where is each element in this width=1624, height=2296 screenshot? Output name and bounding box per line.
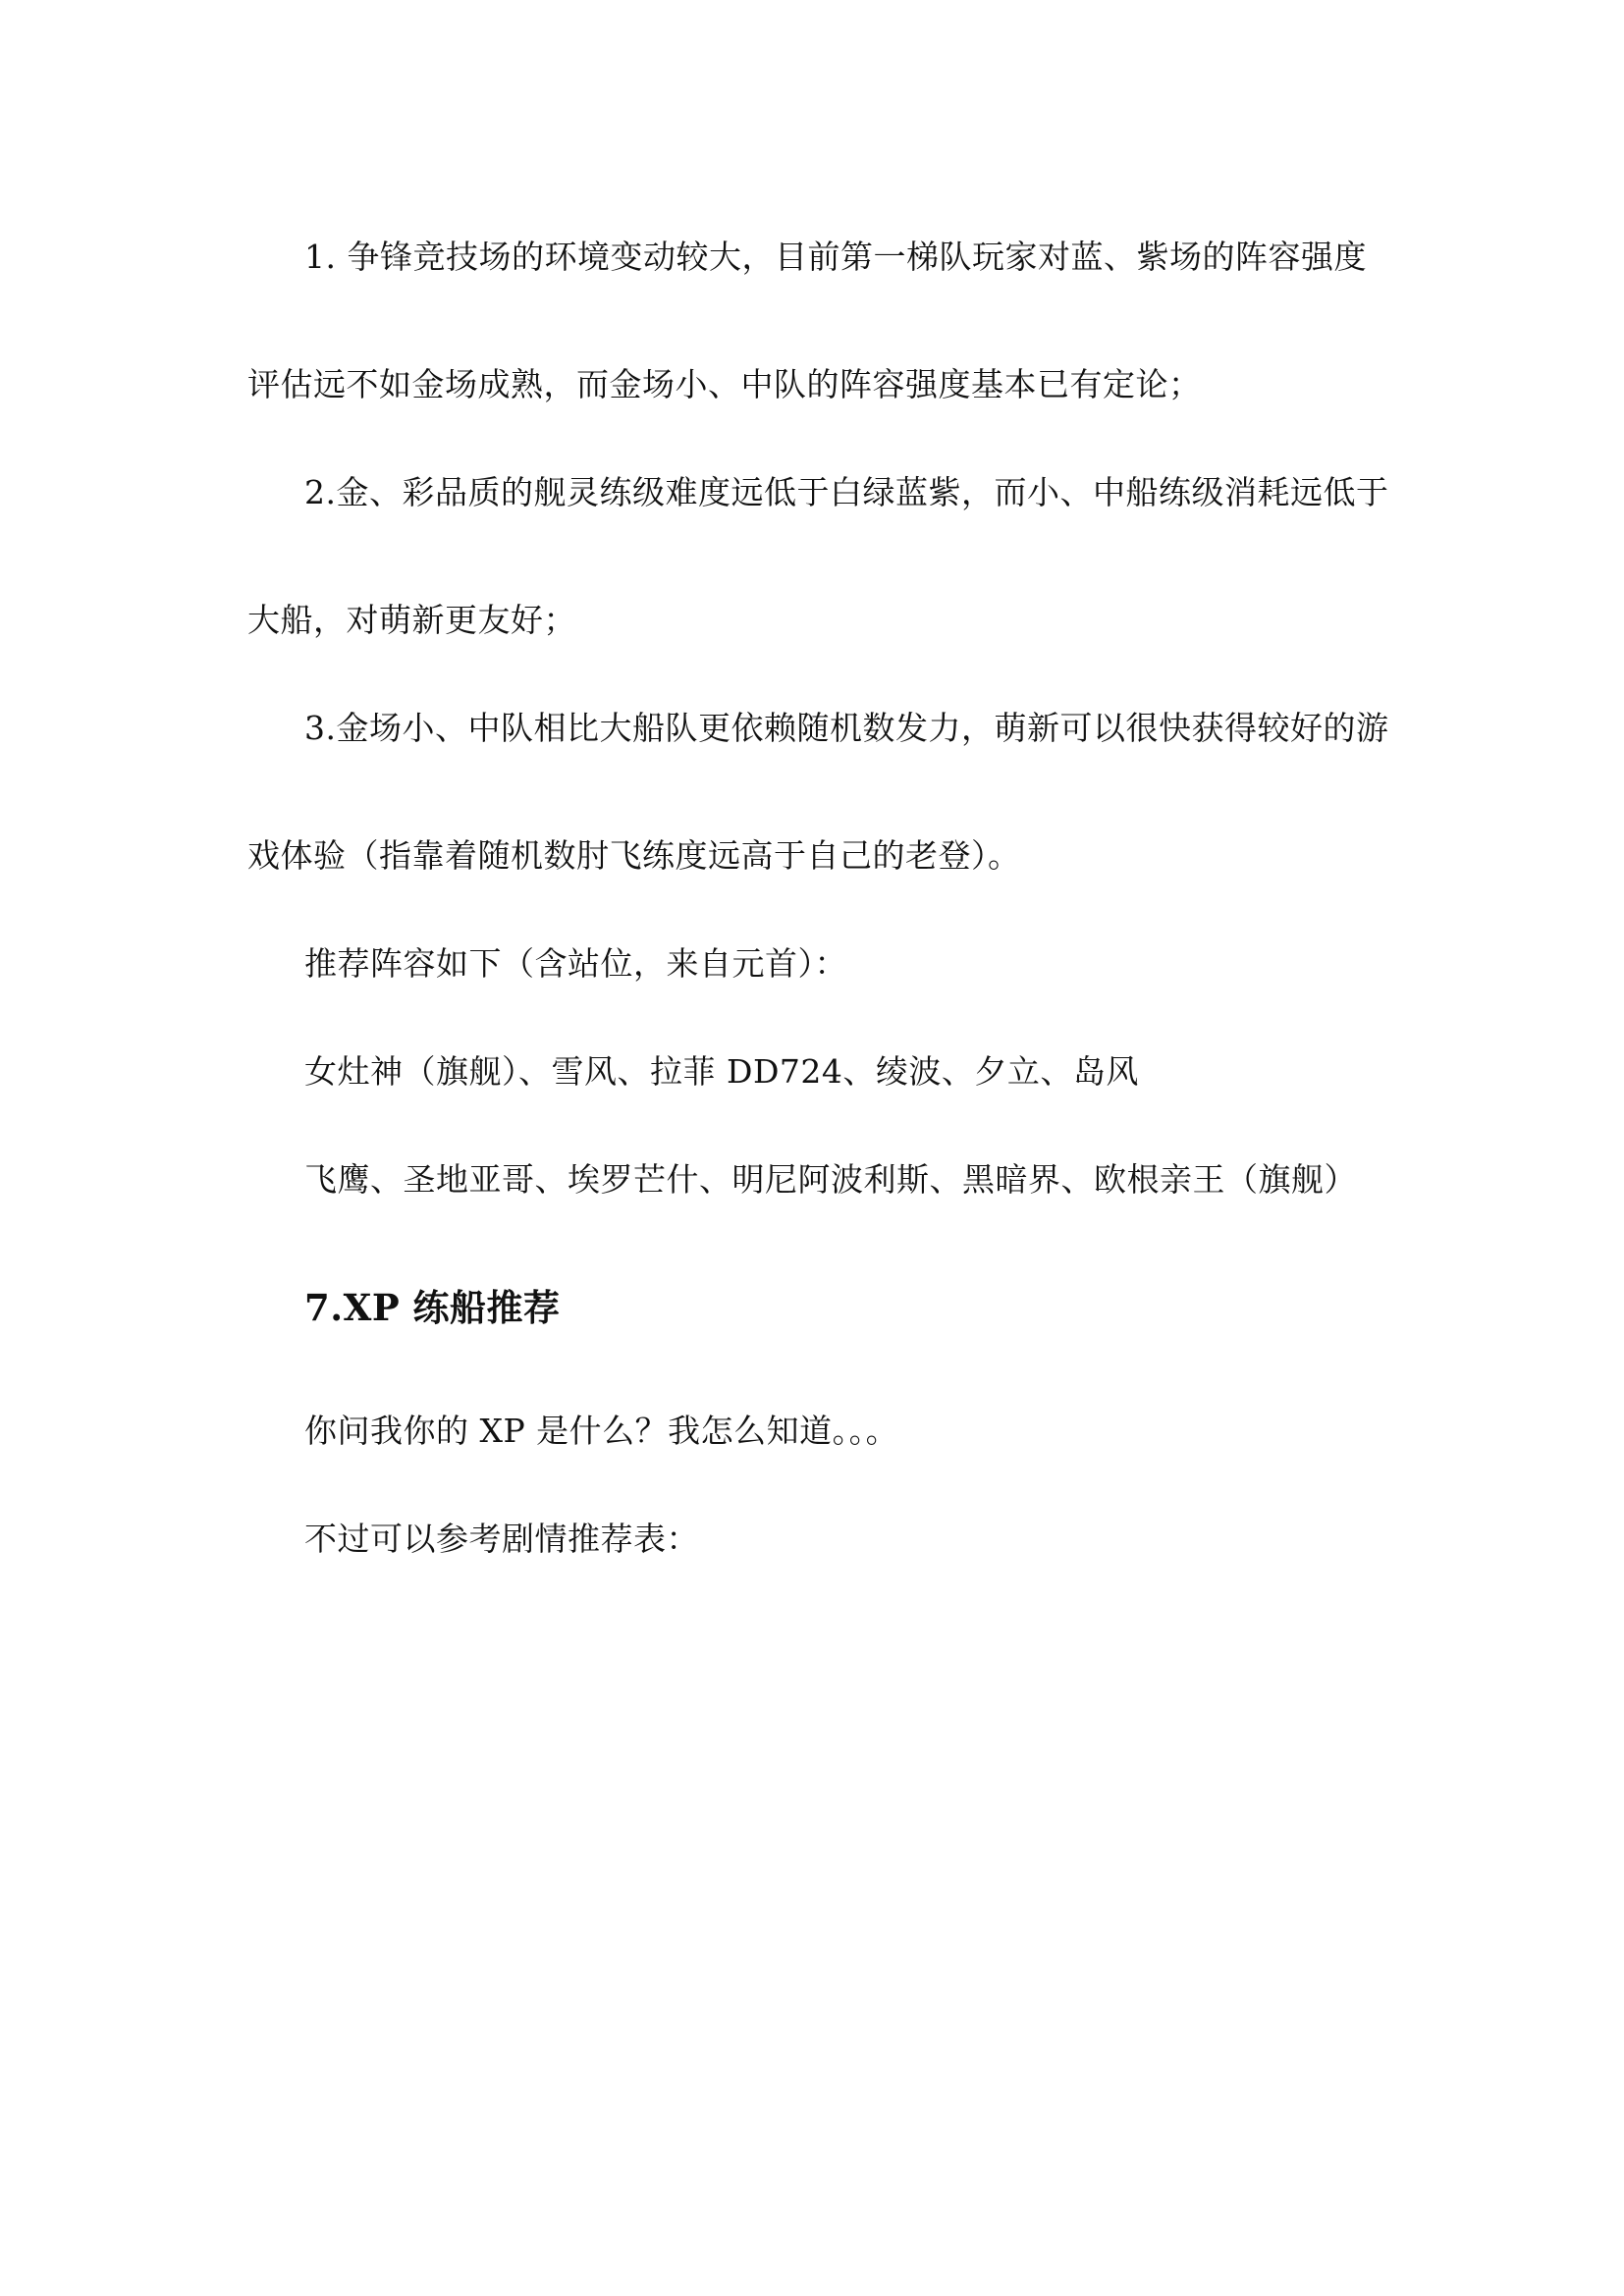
section-paragraph-2: 不过可以参考剧情推荐表： [304,1520,699,1558]
section-heading: 7.XP 练船推荐 [304,1286,561,1329]
paragraph-1-line-2: 评估远不如金场成熟，而金场小、中队的阵容强度基本已有定论； [247,365,1202,403]
paragraph-1-line-1: 1. 争锋竞技场的环境变动较大，目前第一梯队玩家对蓝、紫场的阵容强度 [304,238,1367,276]
paragraph-2-line-1: 2.金、彩品质的舰灵练级难度远低于白绿蓝紫，而小、中船练级消耗远低于 [304,473,1389,511]
lineup-row-2: 飞鹰、圣地亚哥、埃罗芒什、明尼阿波利斯、黑暗界、欧根亲王（旗舰） [304,1160,1357,1199]
paragraph-3-line-2: 戏体验（指靠着随机数肘飞练度远高于自己的老登）。 [247,836,1021,875]
recommended-lineup-intro: 推荐阵容如下（含站位，来自元首）： [304,944,847,983]
paragraph-2-line-2: 大船，对萌新更友好； [247,601,576,639]
section-paragraph-1: 你问我你的 XP 是什么？我怎么知道。。。 [304,1412,899,1450]
lineup-row-1: 女灶神（旗舰）、雪风、拉菲 DD724、绫波、夕立、岛风 [304,1052,1139,1091]
paragraph-3-line-1: 3.金场小、中队相比大船队更依赖随机数发力，萌新可以很快获得较好的游 [304,709,1389,747]
